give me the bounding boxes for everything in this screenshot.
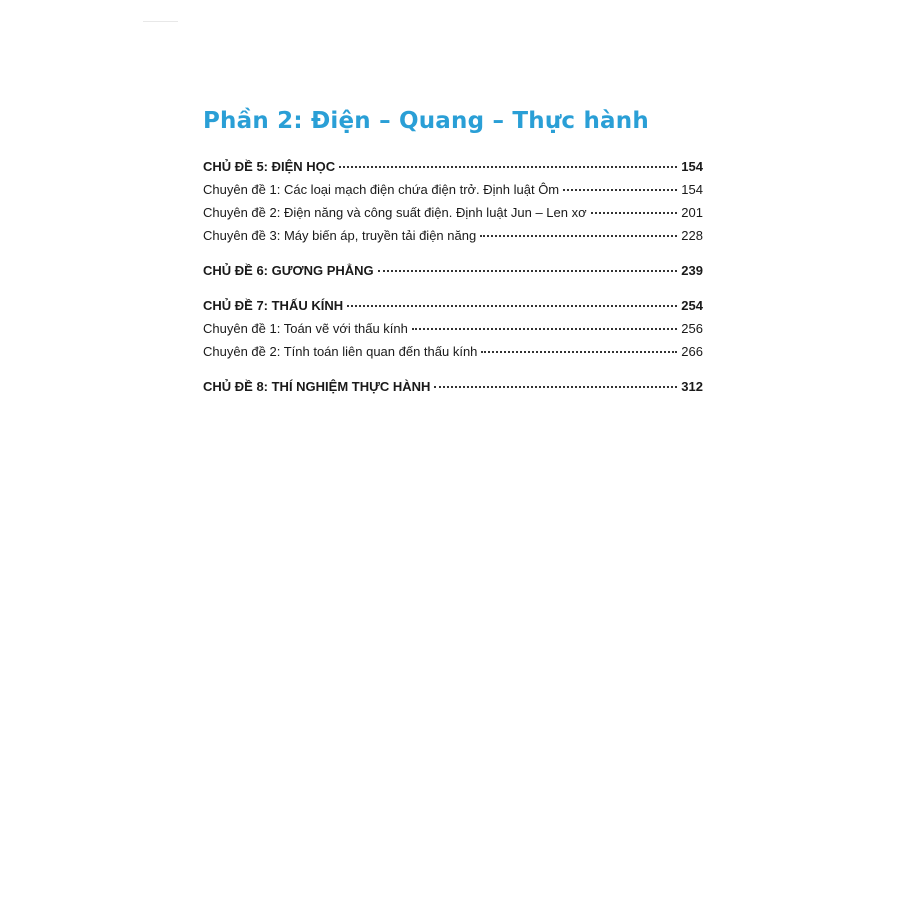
toc-page-number: 254 <box>681 298 703 313</box>
section-title: Phần 2: Điện – Quang – Thực hành <box>203 108 649 134</box>
toc-page-number: 154 <box>681 159 703 174</box>
table-of-contents <box>203 155 703 398</box>
toc-spacer <box>203 363 703 375</box>
toc-leader-dots <box>378 269 677 272</box>
toc-chapter-8 <box>203 375 703 398</box>
toc-leader-dots <box>339 165 677 168</box>
toc-leader-dots <box>434 385 677 388</box>
toc-entry-label: CHỦ ĐỀ 8: THÍ NGHIỆM THỰC HÀNH <box>203 379 431 394</box>
toc-leader-dots <box>412 327 677 330</box>
toc-page-number: 239 <box>681 263 703 278</box>
toc-entry-label: Chuyên đề 3: Máy biến áp, truyền tải điện năng <box>203 228 477 243</box>
toc-chapter-7 <box>203 294 703 317</box>
toc-entry-label: Chuyên đề 1: Toán vẽ với thấu kính <box>203 321 408 336</box>
toc-leader-dots <box>563 188 677 191</box>
toc-topic-5-1 <box>203 178 703 201</box>
toc-leader-dots <box>480 234 677 237</box>
toc-entry-label: Chuyên đề 1: Các loại mạch điện chứa điện trở. Định luật Ôm <box>203 182 560 197</box>
toc-chapter-6 <box>203 259 703 282</box>
toc-entry-label: CHỦ ĐỀ 5: ĐIỆN HỌC <box>203 159 336 174</box>
toc-chapter-5 <box>203 155 703 178</box>
toc-entry-label: Chuyên đề 2: Điện năng và công suất điện. Định luật Jun – Len xơ <box>203 205 587 220</box>
toc-topic-5-2 <box>203 201 703 224</box>
toc-page-number: 154 <box>681 182 703 197</box>
toc-page-number: 312 <box>681 379 703 394</box>
toc-spacer <box>203 282 703 294</box>
toc-topic-7-1 <box>203 317 703 340</box>
toc-leader-dots <box>481 350 677 353</box>
toc-page-number: 228 <box>681 228 703 243</box>
toc-page-number: 256 <box>681 321 703 336</box>
toc-page-number: 266 <box>681 344 703 359</box>
toc-entry-label: CHỦ ĐỀ 6: GƯƠNG PHẲNG <box>203 263 374 278</box>
toc-entry-label: Chuyên đề 2: Tính toán liên quan đến thấu kính <box>203 344 478 359</box>
page-corner-mark <box>143 21 178 22</box>
toc-topic-7-2 <box>203 340 703 363</box>
toc-entry-label: CHỦ ĐỀ 7: THẤU KÍNH <box>203 298 344 313</box>
toc-leader-dots <box>591 211 677 214</box>
toc-page-number: 201 <box>681 205 703 220</box>
toc-leader-dots <box>347 304 677 307</box>
toc-spacer <box>203 247 703 259</box>
toc-topic-5-3 <box>203 224 703 247</box>
